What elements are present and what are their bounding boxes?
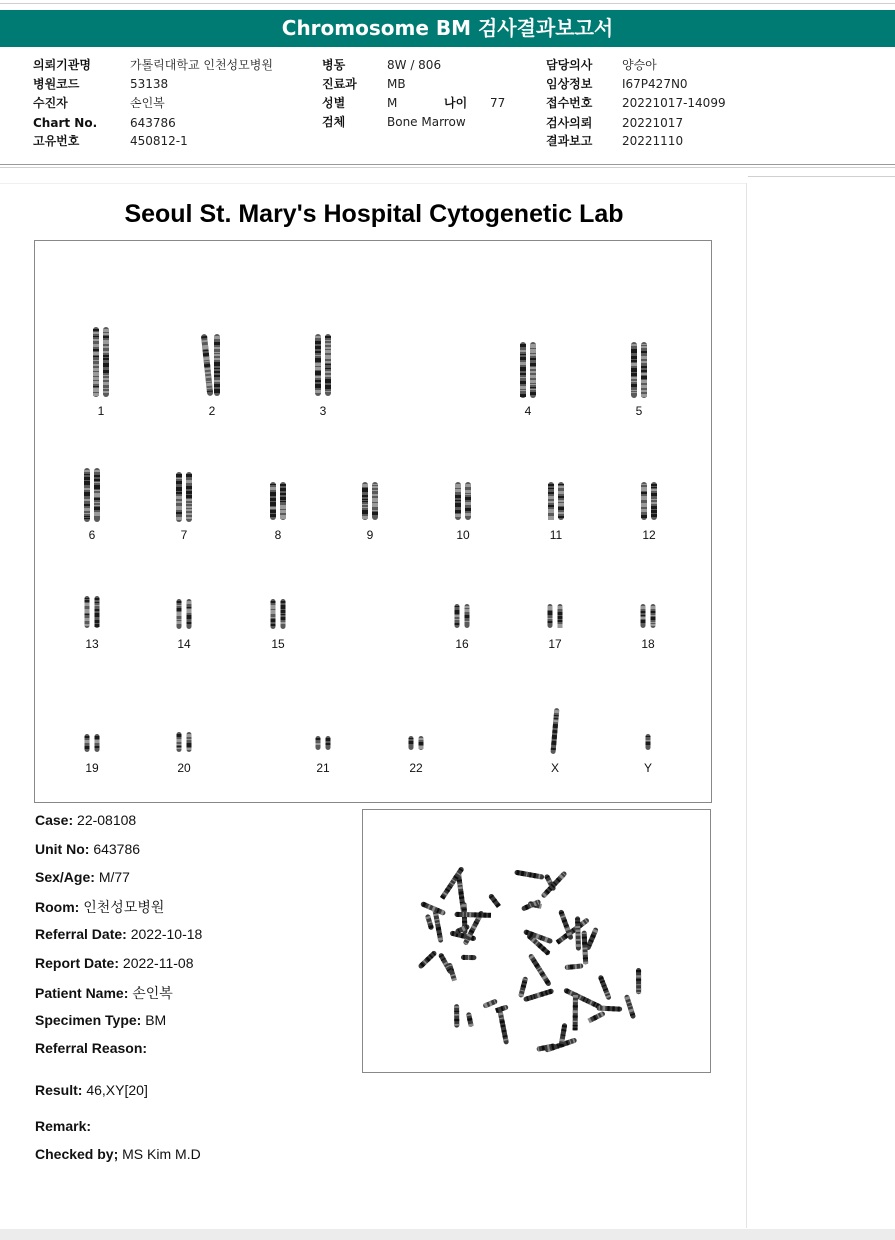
specimen-type-row	[35, 1012, 166, 1028]
patient-name-label: Patient Name:	[35, 985, 129, 1001]
header-label-request-date: 검사의뢰	[546, 116, 593, 130]
chromosome-pair-22	[401, 735, 431, 753]
karyotype-image	[34, 240, 712, 803]
chromosome-label-20: 20	[177, 761, 191, 775]
specimen-type-value: BM	[145, 1012, 167, 1028]
checked-by-value: MS Kim M.D	[122, 1146, 201, 1162]
chromosome-label-5: 5	[635, 404, 643, 418]
header-label-age: 나이	[444, 96, 468, 110]
remark-label: Remark:	[35, 1118, 92, 1134]
result-label: Result:	[35, 1082, 83, 1098]
chromosome-label-Y: Y	[643, 761, 652, 775]
chromosome-pair-11	[541, 481, 571, 523]
header-label-department: 진료과	[322, 77, 357, 91]
header-label-sex: 성별	[322, 96, 346, 110]
header-value-hospital-code: 53138	[130, 77, 169, 91]
chromosome-label-2: 2	[208, 404, 216, 418]
patient-name-value: 손인복	[132, 985, 173, 1001]
chromosome-label-14: 14	[177, 637, 191, 651]
metaphase-spread	[363, 810, 710, 1072]
chromosome-label-1: 1	[97, 404, 105, 418]
chromosome-pair-20	[169, 731, 199, 755]
report-date-label: Report Date:	[35, 955, 120, 971]
header-label-specimen: 검체	[322, 115, 346, 129]
side-divider	[748, 176, 895, 177]
chromosome-label-13: 13	[85, 637, 99, 651]
header-value-institution: 가톨릭대학교 인천성모병원	[130, 58, 273, 72]
metaphase-image	[362, 809, 711, 1073]
referral-date-label: Referral Date:	[35, 926, 127, 942]
report-page-top-edge	[0, 183, 747, 184]
case-value: 22-08108	[77, 812, 137, 828]
chromosome-label-16: 16	[455, 637, 469, 651]
chromosome-pair-16	[447, 603, 477, 631]
report-date-row	[35, 955, 193, 971]
header-value-patient: 손인복	[130, 96, 165, 110]
chromosome-label-19: 19	[85, 761, 99, 775]
result-row	[35, 1082, 148, 1098]
chromosome-pair-X	[540, 707, 570, 757]
chromosome-label-22: 22	[409, 761, 423, 775]
chromosome-pair-21	[308, 735, 338, 753]
referral-reason-row	[35, 1040, 147, 1056]
referral-date-row	[35, 926, 202, 942]
chromosome-label-15: 15	[271, 637, 285, 651]
chromosome-label-7: 7	[180, 528, 188, 542]
header-value-physician: 양승아	[622, 58, 657, 72]
chromosome-label-6: 6	[88, 528, 96, 542]
header-value-unique-no: 450812-1	[130, 134, 188, 148]
chromosome-pair-3	[308, 333, 338, 399]
chromosome-pair-15	[263, 598, 293, 632]
chromosome-pair-1	[86, 326, 116, 400]
header-label-physician: 담당의사	[546, 58, 593, 72]
chromosome-pair-14	[169, 598, 199, 632]
chromosome-pair-5	[624, 341, 654, 401]
checked-by-row	[35, 1146, 201, 1162]
result-value: 46,XY[20]	[86, 1082, 148, 1098]
header-label-receipt-no: 접수번호	[546, 96, 593, 110]
header-label-institution: 의뢰기관명	[33, 58, 91, 72]
case-label: Case:	[35, 812, 74, 828]
chromosome-label-X: X	[550, 761, 559, 775]
header-label-report-date: 결과보고	[546, 134, 593, 148]
report-title-banner: Chromosome BM 검사결과보고서	[0, 10, 895, 47]
sex-age-value: M/77	[98, 869, 130, 885]
chromosome-pair-13	[77, 595, 107, 631]
chromosome-label-17: 17	[548, 637, 562, 651]
chromosome-label-10: 10	[456, 528, 470, 542]
room-label: Room:	[35, 899, 80, 915]
unit-no-row	[35, 841, 140, 857]
header-divider-light	[0, 167, 895, 168]
chromosome-label-18: 18	[641, 637, 655, 651]
header-value-request-date: 20221017	[622, 116, 684, 130]
header-value-specimen: Bone Marrow	[387, 115, 466, 129]
header-label-clinical-info: 임상정보	[546, 77, 593, 91]
referral-date-value: 2022-10-18	[130, 926, 203, 942]
header-label-unique-no: 고유번호	[33, 134, 80, 148]
unit-no-value: 643786	[93, 841, 141, 857]
report-page-right-edge	[746, 183, 747, 1228]
header-label-ward: 병동	[322, 58, 346, 72]
unit-no-label: Unit No:	[35, 841, 90, 857]
chromosome-pair-9	[355, 481, 385, 523]
room-value: 인천성모병원	[83, 899, 165, 915]
chromosome-pair-6	[77, 467, 107, 525]
chromosome-label-9: 9	[366, 528, 374, 542]
header-label-patient: 수진자	[33, 96, 68, 110]
chromosome-pair-8	[263, 481, 293, 523]
checked-by-label: Checked by;	[35, 1146, 119, 1162]
specimen-type-label: Specimen Type:	[35, 1012, 142, 1028]
chromosome-pair-4	[513, 341, 543, 401]
chromosome-pair-19	[77, 733, 107, 755]
chromosome-label-8: 8	[274, 528, 282, 542]
chromosome-pair-Y	[633, 733, 663, 753]
chromosome-label-3: 3	[319, 404, 327, 418]
header-value-receipt-no: 20221017-14099	[622, 96, 726, 110]
sex-age-row	[35, 869, 130, 885]
case-row	[35, 812, 136, 828]
chromosome-pair-2	[197, 333, 227, 399]
header-label-chart-no: Chart No.	[33, 116, 98, 130]
chromosome-label-4: 4	[524, 404, 532, 418]
chromosome-pair-18	[633, 603, 663, 631]
chromosome-pair-12	[634, 481, 664, 523]
header-label-hospital-code: 병원코드	[33, 77, 80, 91]
lab-title: Seoul St. Mary's Hospital Cytogenetic Lab	[124, 200, 624, 228]
chromosome-pair-17	[540, 603, 570, 631]
patient-name-row	[35, 983, 173, 1003]
header-value-report-date: 20221110	[622, 134, 684, 148]
chromosome-pair-7	[169, 471, 199, 525]
header-value-sex: M	[387, 96, 398, 110]
header-value-chart-no: 643786	[130, 116, 176, 130]
header-value-department: MB	[387, 77, 406, 91]
chromosome-label-12: 12	[642, 528, 656, 542]
report-date-value: 2022-11-08	[122, 955, 194, 971]
header-value-ward: 8W / 806	[387, 58, 442, 72]
bottom-bar	[0, 1229, 895, 1240]
header-value-clinical-info: I67P427N0	[622, 77, 688, 91]
remark-row	[35, 1118, 91, 1134]
chromosome-label-11: 11	[549, 528, 563, 542]
header-divider	[0, 164, 895, 165]
sex-age-label: Sex/Age:	[35, 869, 95, 885]
header-value-age: 77	[490, 96, 506, 110]
top-rule	[0, 3, 895, 4]
chromosome-label-21: 21	[316, 761, 330, 775]
room-row	[35, 897, 164, 917]
chromosome-pair-10	[448, 481, 478, 523]
referral-reason-label: Referral Reason:	[35, 1040, 148, 1056]
